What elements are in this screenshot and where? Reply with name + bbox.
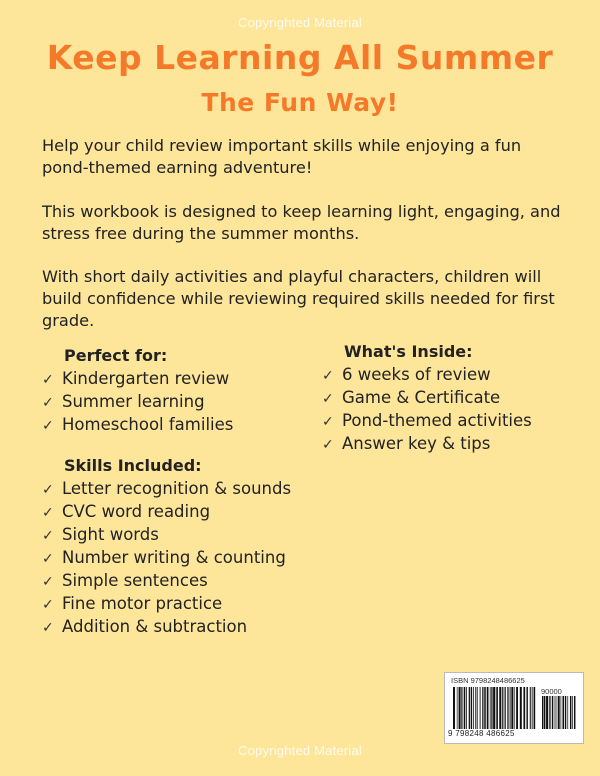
perfect-for-list — [42, 345, 233, 437]
barcode-bar — [502, 687, 503, 729]
barcode-digits: 9 798248 486625 — [448, 729, 515, 738]
addon-barcode-bars — [542, 696, 576, 729]
barcode-bar — [469, 687, 470, 729]
barcode-bar — [565, 696, 566, 729]
barcode-bar — [552, 696, 553, 729]
barcode-bar — [520, 687, 522, 729]
barcode-bar — [526, 687, 527, 729]
list-item: ✓ Answer key & tips — [322, 433, 532, 456]
list-item: ✓ CVC word reading — [42, 501, 291, 524]
skills-heading: Skills Included: — [64, 456, 202, 475]
barcode-bar — [572, 696, 573, 729]
barcode-bar — [549, 696, 550, 729]
barcode-bar — [534, 687, 536, 729]
barcode-bar — [484, 687, 485, 729]
checkmark-icon: ✓ — [42, 620, 54, 636]
barcode-bar — [574, 696, 575, 729]
barcode-bar — [490, 687, 491, 729]
barcode-bars — [453, 687, 537, 729]
barcode-bar — [491, 687, 492, 729]
list-item: ✓ 6 weeks of review — [322, 364, 532, 387]
list-item: ✓ Addition & subtraction — [42, 616, 291, 639]
barcode-bar — [477, 687, 478, 729]
barcode-bar — [542, 696, 543, 729]
checkmark-icon: ✓ — [42, 597, 54, 613]
barcode-bar — [510, 687, 511, 729]
list-item: ✓ Kindergarten review — [42, 368, 233, 391]
barcode-bar — [459, 687, 461, 729]
checkmark-icon: ✓ — [42, 574, 54, 590]
barcode-bar — [475, 687, 476, 729]
barcode-bar — [473, 687, 474, 729]
barcode-bar — [461, 687, 462, 729]
barcode-bar — [532, 687, 533, 729]
barcode-bar — [482, 687, 483, 729]
barcode-bar — [487, 687, 489, 729]
title-line-1: Keep Learning All Summer — [46, 38, 554, 77]
barcode-bar — [558, 696, 560, 729]
barcode-bar — [555, 696, 556, 729]
list-item: ✓ Letter recognition & sounds — [42, 478, 291, 501]
barcode-bar — [561, 696, 562, 729]
isbn-label: ISBN 9798248486625 — [451, 676, 525, 685]
barcode-bar — [516, 687, 518, 729]
barcode-bar — [499, 687, 501, 729]
barcode-bar — [505, 687, 506, 729]
barcode-bar — [466, 687, 467, 729]
design-paragraph: This workbook is designed to keep learning light, engaging, and stress free during the summer months. — [42, 202, 561, 243]
checkmark-icon: ✓ — [322, 391, 334, 407]
checkmark-icon: ✓ — [42, 372, 54, 388]
price-code: 90000 — [541, 687, 562, 696]
barcode-bar — [514, 687, 515, 729]
checkmark-icon: ✓ — [42, 528, 54, 544]
barcode-bar — [496, 687, 498, 729]
whats-inside-list — [322, 341, 532, 456]
barcode-bar — [457, 687, 458, 729]
checkmark-icon: ✓ — [322, 368, 334, 384]
barcode-bar — [523, 687, 525, 729]
barcode-bar — [507, 687, 508, 729]
activities-paragraph: With short daily activities and playful characters, children will build confidence while reviewing required skills needed for first grade. — [42, 267, 555, 330]
checkmark-icon: ✓ — [42, 482, 54, 498]
barcode-bar — [570, 696, 571, 729]
list-item: ✓ Game & Certificate — [322, 387, 532, 410]
list-item: ✓ Sight words — [42, 524, 291, 547]
checkmark-icon: ✓ — [42, 395, 54, 411]
perfect-for-heading: Perfect for: — [64, 346, 168, 365]
barcode-bar — [567, 696, 568, 729]
list-item: ✓ Pond-themed activities — [322, 410, 532, 433]
barcode-bar — [464, 687, 466, 729]
skills-included-list — [42, 455, 291, 639]
barcode-bar — [471, 687, 472, 729]
checkmark-icon: ✓ — [322, 414, 334, 430]
barcode-bar — [546, 696, 548, 729]
watermark-bottom: Copyrighted Material — [238, 743, 362, 758]
barcode-bar — [557, 696, 558, 729]
checkmark-icon: ✓ — [42, 505, 54, 521]
list-item: ✓ Summer learning — [42, 391, 233, 414]
list-item: ✓ Fine motor practice — [42, 593, 291, 616]
barcode-bar — [493, 687, 495, 729]
list-item: ✓ Number writing & counting — [42, 547, 291, 570]
list-item: ✓ Homeschool families — [42, 414, 233, 437]
checkmark-icon: ✓ — [42, 418, 54, 434]
barcode-bar — [480, 687, 481, 729]
barcode-bar — [530, 687, 531, 729]
barcode-bar — [511, 687, 513, 729]
barcode-bar — [453, 687, 455, 729]
whats-inside-heading: What's Inside: — [344, 342, 473, 361]
barcode-bar — [544, 696, 546, 729]
isbn-barcode — [444, 672, 584, 744]
watermark-top: Copyrighted Material — [238, 15, 362, 30]
checkmark-icon: ✓ — [322, 437, 334, 453]
title-line-2: The Fun Way! — [201, 88, 399, 117]
checkmark-icon: ✓ — [42, 551, 54, 567]
list-item: ✓ Simple sentences — [42, 570, 291, 593]
barcode-bar — [563, 696, 565, 729]
intro-paragraph: Help your child review important skills while enjoying a fun pond-themed earning adventure! — [42, 136, 522, 177]
